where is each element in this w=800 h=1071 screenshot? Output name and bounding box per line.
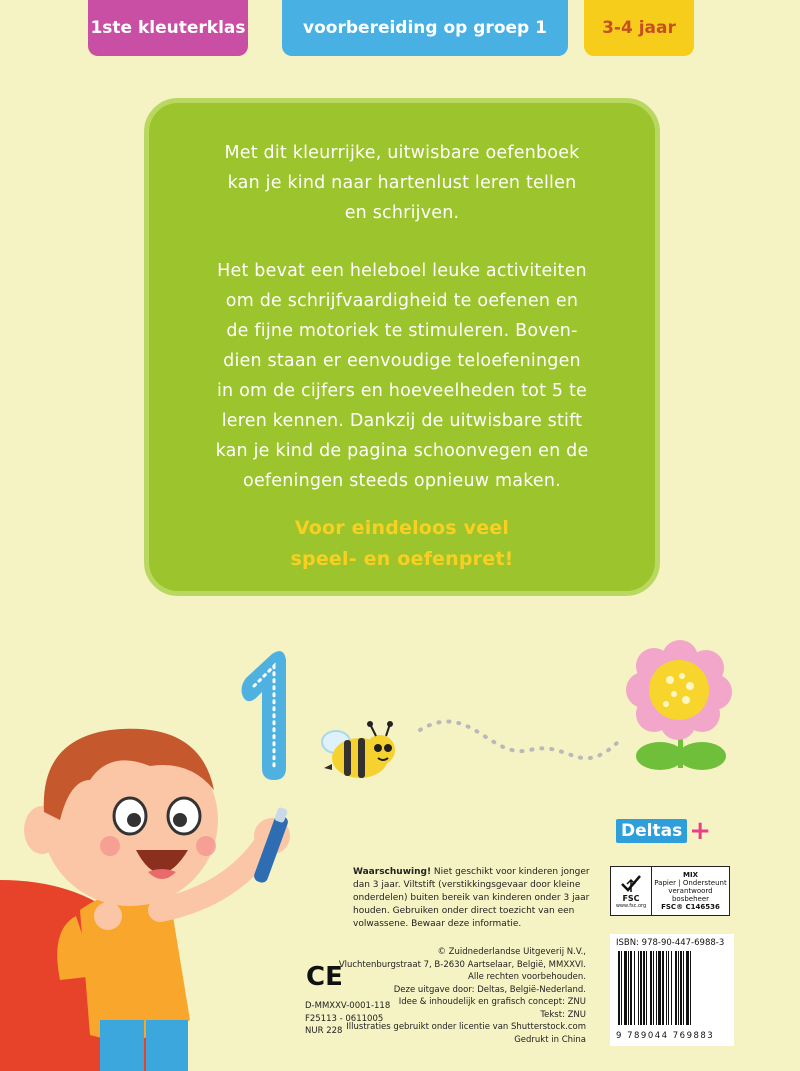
barcode-bar [650, 951, 652, 1025]
credit-line: Vluchtenburgstraat 7, B-2630 Aartselaar, België, MMXXVI. [338, 959, 586, 970]
credit-line: Idee & inhoudelijk en grafisch concept: ZNU [398, 997, 586, 1007]
fsc-info [652, 867, 729, 915]
credit-line: Deze uitgave door: Deltas, België-Nederland. [393, 984, 586, 995]
barcode-bar [630, 951, 632, 1025]
credit-line: Tekst: ZNU [540, 1009, 586, 1020]
tab-prep [282, 0, 568, 56]
fsc-mix: MIX [683, 871, 698, 879]
tab-age-label: 3-4 jaar [602, 18, 676, 38]
barcode-bar [678, 951, 679, 1025]
barcode-box [610, 934, 734, 1046]
credit-line: Illustraties gebruikt onder licentie van Shutterstock.com [346, 1022, 586, 1032]
credit-line: © Zuidnederlandse Uitgeverij N.V., [437, 947, 586, 957]
barcode-bar [662, 951, 664, 1025]
barcode-bar [643, 951, 645, 1025]
warning-text: Niet geschikt voor kinderen jonger dan 3 jaar. Viltstift (verstikkingsgevaar door kleine onderdelen) buiten bereik van kinderen onder 3 jaar houden. Gebruiken onder direct toezicht van een volwassene. Bewaar deze informatie. [353, 867, 590, 929]
fsc-logo [611, 867, 652, 915]
intro-paragraph [149, 138, 655, 228]
body-line: Het bevat een heleboel leuke activiteiten [217, 261, 587, 281]
body-line: de fijne motoriek te stimuleren. Boven- [226, 321, 578, 341]
body-line: kan je kind de pagina schoonvegen en de [215, 441, 589, 461]
tab-age [584, 0, 694, 56]
fsc-desc: Papier | Ondersteunt [654, 879, 727, 887]
intro-line: kan je kind naar hartenlust leren tellen [227, 173, 577, 193]
intro-line: Met dit kleurrijke, uitwisbare oefenboek [224, 143, 580, 163]
publisher-logo-word: Deltas [616, 819, 687, 843]
barcode-bar [671, 951, 672, 1025]
barcode [616, 951, 728, 1025]
boy-illustration [0, 720, 330, 1071]
slogan [149, 513, 655, 575]
tab-prep-label: voorbereiding op groep 1 [303, 18, 547, 38]
body-paragraph [149, 256, 655, 496]
barcode-bar [683, 951, 684, 1025]
body-line: leren kennen. Dankzij de uitwisbare stift [221, 411, 583, 431]
code-line: F25113 - 0611005 [305, 1013, 384, 1024]
flower-icon [620, 630, 740, 780]
code-line: D-MMXXV-0001-118 [305, 1001, 391, 1011]
credit-line: Gedrukt in China [514, 1034, 586, 1045]
barcode-bar [668, 951, 669, 1025]
barcode-bar [628, 951, 629, 1025]
body-line: in om de cijfers en hoeveelheden tot 5 te [216, 381, 588, 401]
barcode-bar [690, 951, 691, 1025]
barcode-bar [686, 951, 689, 1025]
barcode-bar [638, 951, 639, 1025]
barcode-bar [618, 951, 620, 1025]
ean-text: 9 789044 769883 [616, 1031, 715, 1041]
barcode-bar [680, 951, 682, 1025]
tab-level-label: 1ste kleuterklas [90, 18, 246, 38]
tab-level [88, 0, 248, 56]
fsc-site: www.fsc.org [615, 902, 647, 909]
barcode-bar [658, 951, 661, 1025]
warning-lead: Waarschuwing! [353, 867, 432, 877]
barcode-bar [675, 951, 677, 1025]
product-codes [305, 1000, 390, 1038]
fsc-desc: verantwoord bosbeheer [668, 887, 713, 903]
barcode-bar [653, 951, 654, 1025]
fsc-code: FSC® C146536 [661, 903, 720, 911]
body-line: om de schrijfvaardigheid te oefenen en [225, 291, 579, 311]
code-line: NUR 228 [305, 1026, 343, 1036]
dotted-trail [380, 690, 630, 800]
credit-line: Alle rechten voorbehouden. [468, 972, 586, 982]
fsc-label [610, 866, 730, 916]
barcode-bar [666, 951, 667, 1025]
slogan-line: speel- en oefenpret! [290, 548, 514, 570]
barcode-bar [640, 951, 642, 1025]
body-line: oefeningen steeds opnieuw maken. [243, 471, 561, 491]
barcode-bar [621, 951, 622, 1025]
plus-icon: + [689, 816, 711, 846]
barcode-bar [646, 951, 647, 1025]
slogan-line: Voor eindeloos veel [294, 517, 510, 539]
tree-check-icon [620, 874, 642, 894]
ce-mark: CE [306, 962, 343, 992]
barcode-bar [634, 951, 635, 1025]
body-line: dien staan er eenvoudige teloefeningen [223, 351, 581, 371]
barcode-bar [624, 951, 627, 1025]
isbn-text: ISBN: 978-90-447-6988-3 [616, 938, 725, 948]
intro-line: en schrijven. [344, 203, 460, 223]
safety-warning [353, 866, 593, 931]
description-panel [144, 98, 660, 596]
fsc-logo-text: FSC [622, 893, 640, 903]
barcode-bar [656, 951, 657, 1025]
publisher-logo [612, 818, 715, 844]
